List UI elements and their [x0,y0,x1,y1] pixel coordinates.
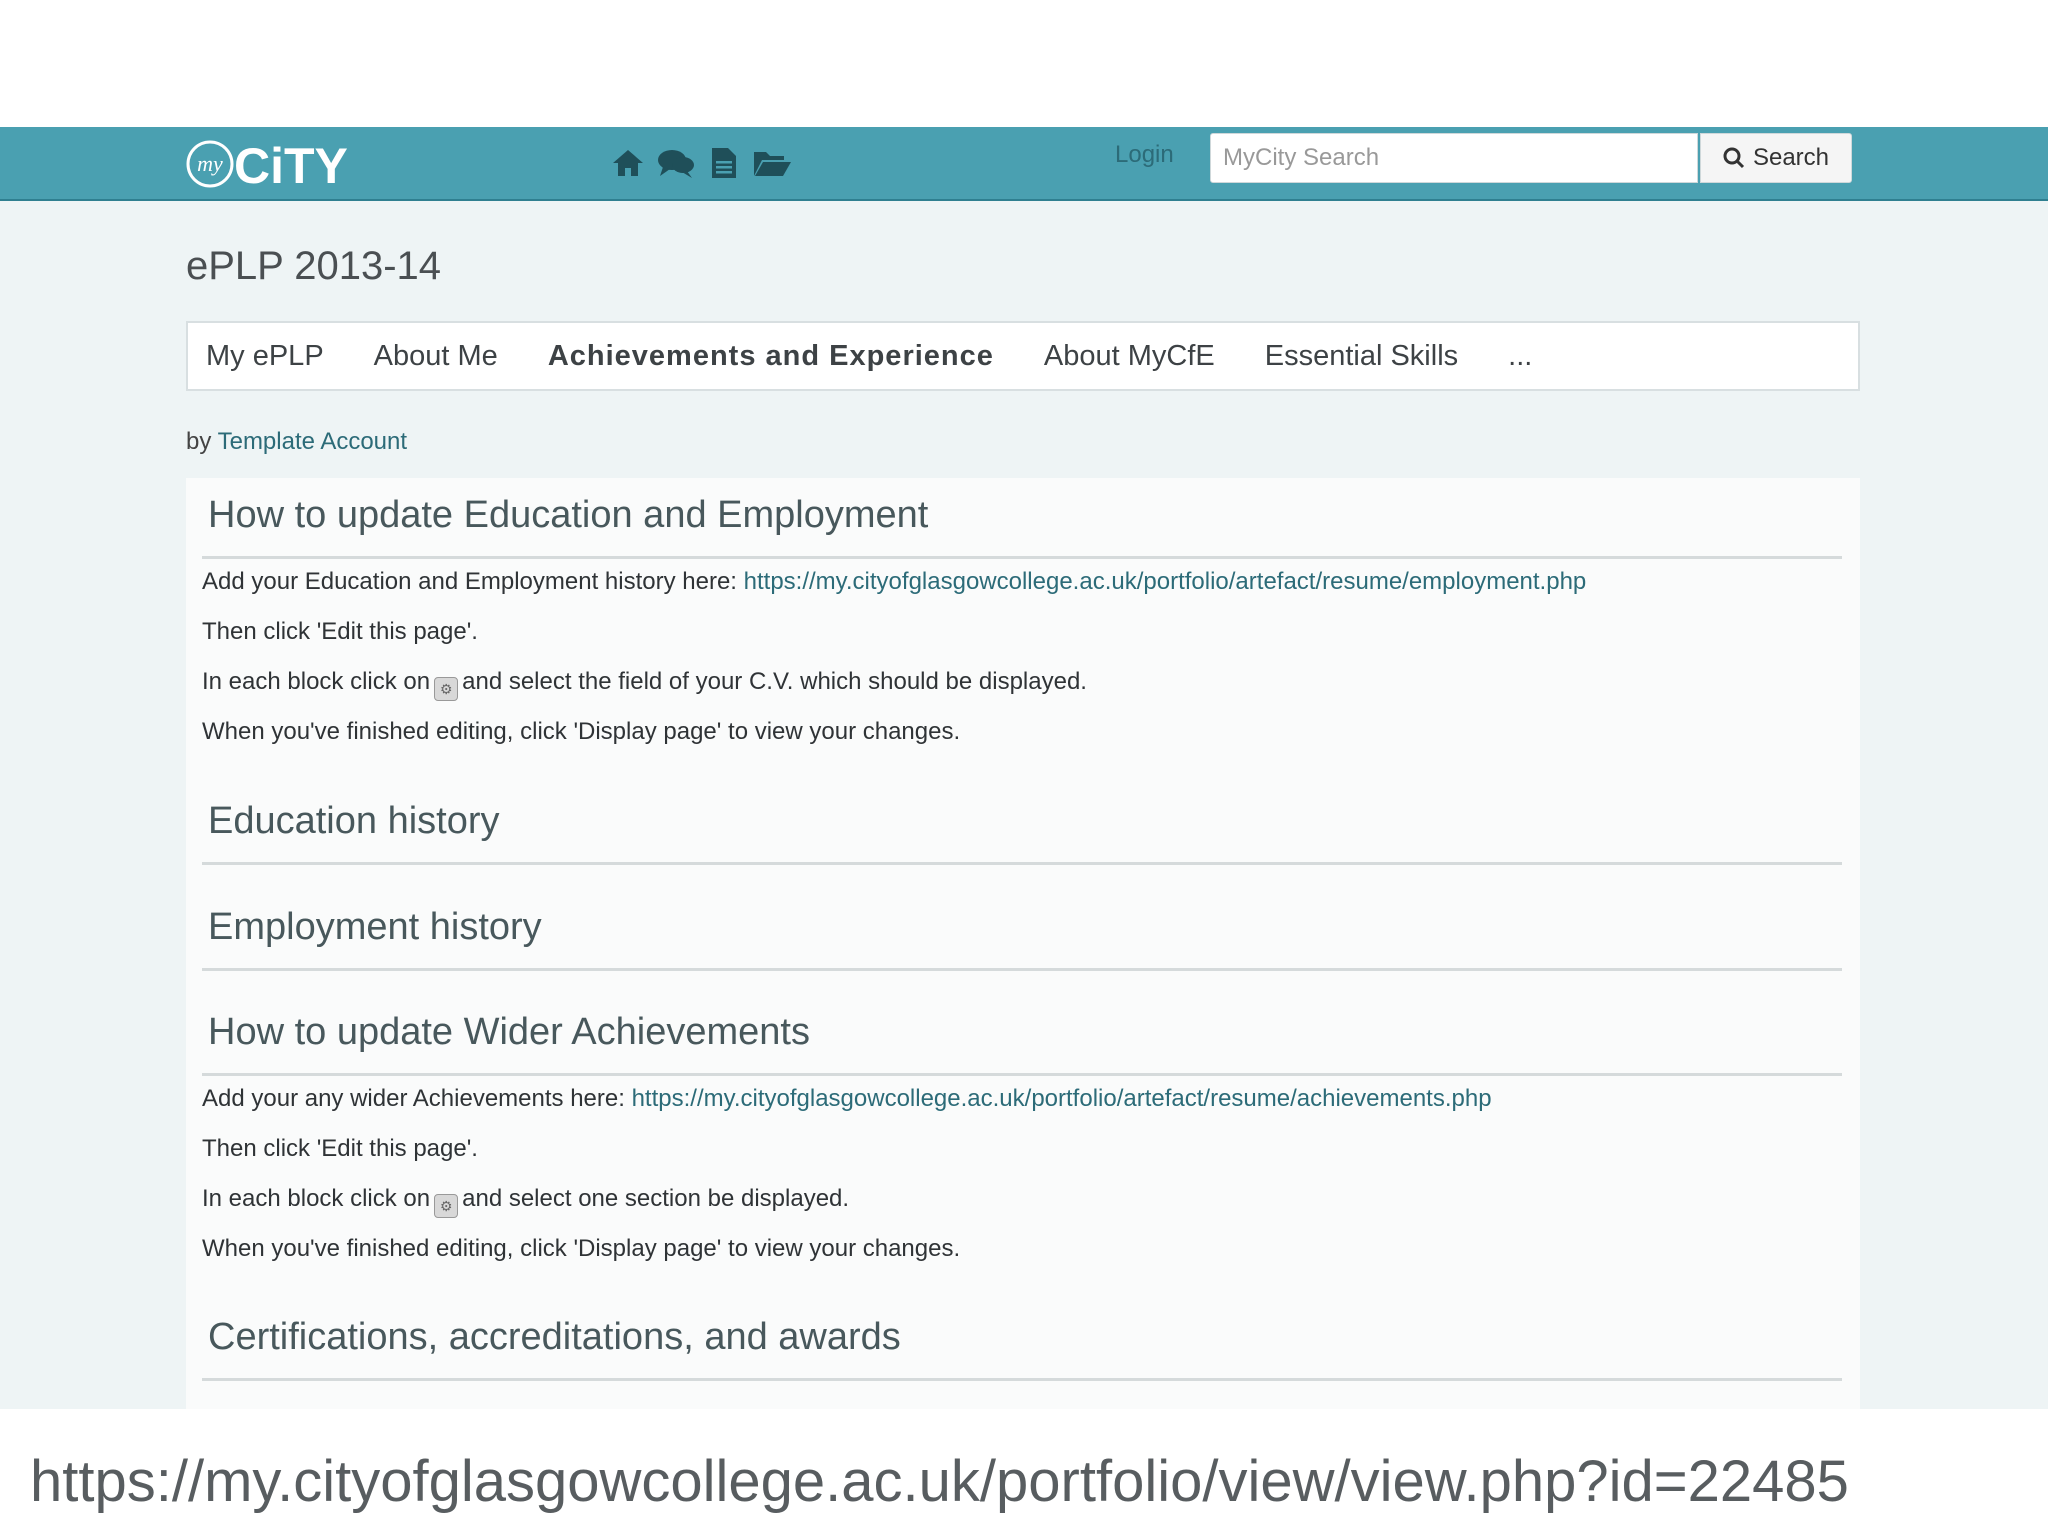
svg-text:my: my [197,151,223,176]
wider-instruction-2: Then click 'Edit this page'. [202,1135,478,1162]
page-title: ePLP 2013-14 [186,244,442,288]
section-title-certifications: Certifications, accreditations, and awards [208,1316,901,1358]
edu-emp-line3-before: In each block click on [202,668,431,695]
edu-emp-instruction-2: Then click 'Edit this page'. [202,618,478,645]
tab-about-mycfe[interactable]: About MyCfE [1043,339,1215,372]
section-divider [202,1378,1842,1381]
mycity-logo[interactable] [186,135,348,194]
byline-prefix: by [186,428,212,455]
page-tabs [186,321,1860,391]
edu-emp-instruction-4: When you've finished editing, click 'Display page' to view your changes. [202,718,961,745]
tab-about-me[interactable]: About Me [373,339,498,372]
author-link[interactable]: Template Account [217,428,408,455]
configure-block-icon[interactable]: ⚙ [434,1194,458,1218]
wider-instruction-4: When you've finished editing, click 'Display page' to view your changes. [202,1235,961,1262]
section-title-wider-achievements: How to update Wider Achievements [208,1011,810,1053]
comments-icon[interactable] [658,145,694,181]
employment-link[interactable]: https://my.cityofglasgowcollege.ac.uk/portfolio/artefact/resume/employment.php [743,568,1587,595]
section-title-edu-emp: How to update Education and Employment [208,494,929,536]
section-divider [202,1073,1842,1076]
login-link[interactable]: Login [1115,141,1174,168]
page-url-caption: https://my.cityofglasgowcollege.ac.uk/portfolio/view/view.php?id=22485 [30,1449,1849,1514]
search-button[interactable] [1700,133,1852,183]
edu-emp-instruction-3 [202,668,1087,701]
tab-more[interactable]: ... [1508,339,1533,372]
page-panel [186,478,1860,1409]
configure-block-icon[interactable]: ⚙ [434,677,458,701]
wider-line3-after: and select one section be displayed. [462,1185,850,1212]
wider-line3-before: In each block click on [202,1185,431,1212]
tab-achievements-and-experience[interactable]: Achievements and Experience [547,339,994,372]
wider-instruction-1 [202,1085,1492,1113]
achievements-link[interactable]: https://my.cityofglasgowcollege.ac.uk/portfolio/artefact/resume/achievements.php [631,1085,1492,1112]
tab-my-eplp[interactable]: My ePLP [206,339,324,372]
section-title-education-history: Education history [208,800,500,842]
folder-open-icon[interactable] [754,145,790,181]
section-divider [202,862,1842,865]
search-input[interactable]: MyCity Search [1210,133,1698,183]
edu-emp-instruction-1 [202,568,1586,596]
nav-icon-group [610,145,790,181]
wider-line1-text: Add your any wider Achievements here: [202,1085,625,1112]
home-icon[interactable] [610,145,646,181]
search-button-label: Search [1752,144,1830,171]
section-divider [202,556,1842,559]
search-icon [1723,147,1745,169]
byline [186,428,407,456]
file-icon[interactable] [706,145,742,181]
svg-text:CiTY: CiTY [234,138,348,194]
edu-emp-line3-after: and select the field of your C.V. which should be displayed. [462,668,1087,695]
tab-essential-skills[interactable]: Essential Skills [1264,339,1459,372]
section-title-employment-history: Employment history [208,906,542,948]
top-navbar [0,127,2048,201]
section-divider [202,968,1842,971]
edu-emp-line1-text: Add your Education and Employment history here: [202,568,737,595]
wider-instruction-3 [202,1185,849,1218]
